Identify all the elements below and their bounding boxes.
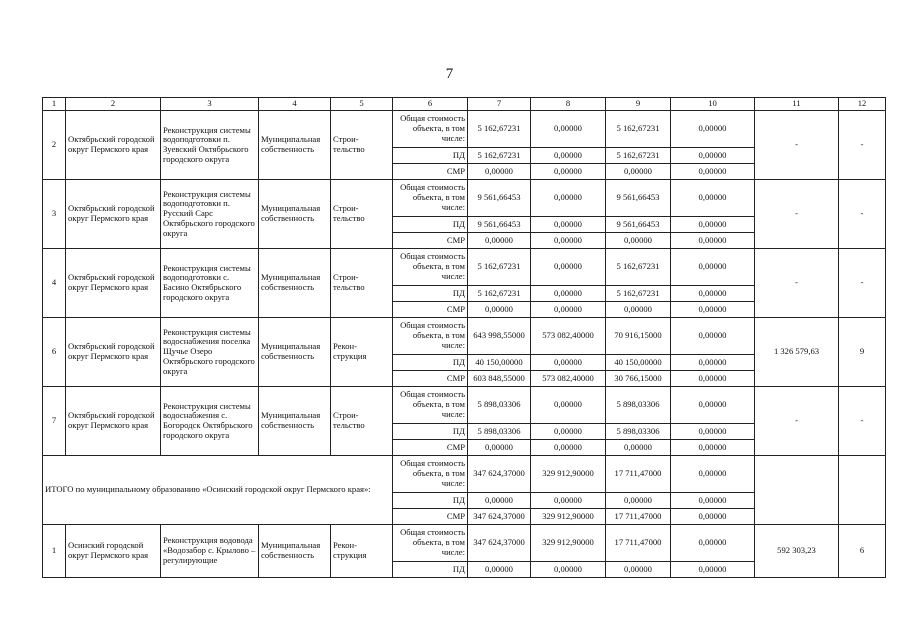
- value-col9: 30 766,15000: [606, 371, 671, 387]
- table-row: [43, 111, 886, 148]
- table-row: [43, 318, 886, 355]
- object-name-cell: Реконструкция системы водоподготовки с. Басино Октябрьского городского округа: [161, 249, 259, 318]
- cost-type-label: СМР: [393, 302, 468, 318]
- col11-cell: 592 303,23: [755, 525, 839, 578]
- header-cell: 6: [393, 98, 468, 111]
- value-col7: 347 624,37000: [468, 525, 531, 562]
- value-col8: 0,00000: [531, 111, 606, 148]
- ownership-cell: Муниципальная собственность: [259, 180, 331, 249]
- value-col8: 0,00000: [531, 164, 606, 180]
- work-type-cell: Рекон- струкция: [331, 525, 393, 578]
- value-col10: 0,00000: [671, 509, 755, 525]
- table-row: [43, 525, 886, 562]
- header-cell: 9: [606, 98, 671, 111]
- value-col8: 0,00000: [531, 217, 606, 233]
- value-col10: 0,00000: [671, 456, 755, 493]
- value-col9: 40 150,00000: [606, 355, 671, 371]
- cost-type-label: Общая стоимость объекта, в том числе:: [393, 456, 468, 493]
- value-col9: 70 916,15000: [606, 318, 671, 355]
- value-col10: 0,00000: [671, 217, 755, 233]
- value-col7: 0,00000: [468, 493, 531, 509]
- header-cell: 11: [755, 98, 839, 111]
- value-col7: 5 162,67231: [468, 249, 531, 286]
- cost-type-label: СМР: [393, 371, 468, 387]
- work-type-cell: Строи- тельство: [331, 249, 393, 318]
- value-col7: 0,00000: [468, 440, 531, 456]
- investment-table: [42, 97, 886, 578]
- ownership-cell: Муниципальная собственность: [259, 387, 331, 456]
- object-name-cell: Реконструкция системы водоподготовки п. Русский Сарс Октябрьского городского округа: [161, 180, 259, 249]
- header-row: [43, 98, 886, 111]
- value-col7: 5 162,67231: [468, 286, 531, 302]
- row-number: 3: [43, 180, 66, 249]
- row-number: 6: [43, 318, 66, 387]
- cost-type-label: Общая стоимость объекта, в том числе:: [393, 180, 468, 217]
- territory-cell: Октябрьский городской округ Пермского края: [66, 180, 161, 249]
- value-col8: 0,00000: [531, 249, 606, 286]
- col11-cell: -: [755, 249, 839, 318]
- col11-cell: 1 326 579,63: [755, 318, 839, 387]
- value-col7: 347 624,37000: [468, 509, 531, 525]
- value-col7: 0,00000: [468, 164, 531, 180]
- value-col7: 0,00000: [468, 562, 531, 578]
- value-col9: 9 561,66453: [606, 180, 671, 217]
- col12-cell: -: [839, 387, 886, 456]
- row-number: 7: [43, 387, 66, 456]
- value-col7: 40 150,00000: [468, 355, 531, 371]
- value-col8: 0,00000: [531, 440, 606, 456]
- value-col7: 643 998,55000: [468, 318, 531, 355]
- cost-type-label: Общая стоимость объекта, в том числе:: [393, 525, 468, 562]
- ownership-cell: Муниципальная собственность: [259, 318, 331, 387]
- cost-type-label: СМР: [393, 233, 468, 249]
- col11-cell: -: [755, 180, 839, 249]
- value-col7: 5 898,03306: [468, 424, 531, 440]
- cost-type-label: СМР: [393, 440, 468, 456]
- col11-cell: -: [755, 387, 839, 456]
- ownership-cell: Муниципальная собственность: [259, 249, 331, 318]
- cost-type-label: СМР: [393, 509, 468, 525]
- value-col8: 0,00000: [531, 302, 606, 318]
- value-col10: 0,00000: [671, 249, 755, 286]
- value-col9: 17 711,47000: [606, 509, 671, 525]
- col12-cell: -: [839, 249, 886, 318]
- value-col7: 347 624,37000: [468, 456, 531, 493]
- value-col7: 603 848,55000: [468, 371, 531, 387]
- value-col9: 0,00000: [606, 302, 671, 318]
- value-col9: 5 162,67231: [606, 286, 671, 302]
- table-row: [43, 180, 886, 217]
- ownership-cell: Муниципальная собственность: [259, 525, 331, 578]
- col11-cell: -: [755, 111, 839, 180]
- table-row: [43, 249, 886, 286]
- value-col9: 5 162,67231: [606, 111, 671, 148]
- cost-type-label: Общая стоимость объекта, в том числе:: [393, 318, 468, 355]
- value-col10: 0,00000: [671, 525, 755, 562]
- value-col9: 0,00000: [606, 493, 671, 509]
- value-col10: 0,00000: [671, 424, 755, 440]
- value-col8: 0,00000: [531, 387, 606, 424]
- value-col7: 9 561,66453: [468, 217, 531, 233]
- cost-type-label: ПД: [393, 148, 468, 164]
- value-col9: 0,00000: [606, 440, 671, 456]
- value-col10: 0,00000: [671, 562, 755, 578]
- cost-type-label: ПД: [393, 562, 468, 578]
- value-col9: 5 898,03306: [606, 387, 671, 424]
- value-col8: 0,00000: [531, 493, 606, 509]
- value-col8: 0,00000: [531, 233, 606, 249]
- object-name-cell: Реконструкция системы водоподготовки п. Зуевский Октябрьского городского округа: [161, 111, 259, 180]
- value-col7: 0,00000: [468, 302, 531, 318]
- territory-cell: Осинский городской округ Пермского края: [66, 525, 161, 578]
- cost-type-label: Общая стоимость объекта, в том числе:: [393, 249, 468, 286]
- col11-cell: [755, 456, 839, 525]
- value-col10: 0,00000: [671, 233, 755, 249]
- col12-cell: -: [839, 180, 886, 249]
- work-type-cell: Строи- тельство: [331, 111, 393, 180]
- value-col8: 0,00000: [531, 424, 606, 440]
- value-col9: 0,00000: [606, 233, 671, 249]
- value-col7: 5 162,67231: [468, 111, 531, 148]
- value-col9: 17 711,47000: [606, 525, 671, 562]
- territory-cell: Октябрьский городской округ Пермского края: [66, 318, 161, 387]
- territory-cell: Октябрьский городской округ Пермского края: [66, 387, 161, 456]
- table-row: [43, 387, 886, 424]
- ownership-cell: Муниципальная собственность: [259, 111, 331, 180]
- object-name-cell: Реконструкция системы водоснабжения поселка Щучье Озеро Октябрьского городского округа: [161, 318, 259, 387]
- value-col8: 0,00000: [531, 148, 606, 164]
- value-col10: 0,00000: [671, 387, 755, 424]
- header-cell: 2: [66, 98, 161, 111]
- territory-cell: Октябрьский городской округ Пермского края: [66, 249, 161, 318]
- value-col7: 5 898,03306: [468, 387, 531, 424]
- header-cell: 8: [531, 98, 606, 111]
- value-col10: 0,00000: [671, 302, 755, 318]
- value-col8: 0,00000: [531, 180, 606, 217]
- value-col7: 5 162,67231: [468, 148, 531, 164]
- object-name-cell: Реконструкция системы водоснабжения с. Богородск Октябрьского городского округа: [161, 387, 259, 456]
- cost-type-label: ПД: [393, 217, 468, 233]
- header-cell: 10: [671, 98, 755, 111]
- cost-type-label: Общая стоимость объекта, в том числе:: [393, 111, 468, 148]
- value-col9: 0,00000: [606, 562, 671, 578]
- col12-cell: -: [839, 111, 886, 180]
- value-col7: 0,00000: [468, 233, 531, 249]
- value-col7: 9 561,66453: [468, 180, 531, 217]
- value-col10: 0,00000: [671, 318, 755, 355]
- value-col8: 0,00000: [531, 562, 606, 578]
- value-col9: 5 898,03306: [606, 424, 671, 440]
- value-col8: 573 082,40000: [531, 371, 606, 387]
- cost-type-label: ПД: [393, 493, 468, 509]
- work-type-cell: Строи- тельство: [331, 387, 393, 456]
- cost-type-label: ПД: [393, 424, 468, 440]
- header-cell: 4: [259, 98, 331, 111]
- total-label: ИТОГО по муниципальному образованию «Осинский городской округ Пермского края»:: [43, 456, 393, 525]
- value-col9: 9 561,66453: [606, 217, 671, 233]
- header-cell: 12: [839, 98, 886, 111]
- value-col10: 0,00000: [671, 286, 755, 302]
- value-col10: 0,00000: [671, 355, 755, 371]
- value-col8: 0,00000: [531, 355, 606, 371]
- object-name-cell: Реконструкция водовода «Водозабор с. Крылово – регулирующие: [161, 525, 259, 578]
- value-col9: 0,00000: [606, 164, 671, 180]
- value-col8: 329 912,90000: [531, 509, 606, 525]
- value-col8: 0,00000: [531, 286, 606, 302]
- value-col8: 573 082,40000: [531, 318, 606, 355]
- work-type-cell: Рекон- струкция: [331, 318, 393, 387]
- total-row: [43, 456, 886, 493]
- row-number: 4: [43, 249, 66, 318]
- value-col10: 0,00000: [671, 371, 755, 387]
- value-col9: 5 162,67231: [606, 249, 671, 286]
- value-col10: 0,00000: [671, 493, 755, 509]
- row-number: 1: [43, 525, 66, 578]
- value-col10: 0,00000: [671, 440, 755, 456]
- cost-type-label: Общая стоимость объекта, в том числе:: [393, 387, 468, 424]
- value-col10: 0,00000: [671, 164, 755, 180]
- cost-type-label: СМР: [393, 164, 468, 180]
- territory-cell: Октябрьский городской округ Пермского края: [66, 111, 161, 180]
- header-cell: 3: [161, 98, 259, 111]
- col12-cell: [839, 456, 886, 525]
- value-col10: 0,00000: [671, 148, 755, 164]
- header-cell: 5: [331, 98, 393, 111]
- row-number: 2: [43, 111, 66, 180]
- header-cell: 7: [468, 98, 531, 111]
- value-col9: 17 711,47000: [606, 456, 671, 493]
- col12-cell: 9: [839, 318, 886, 387]
- value-col8: 329 912,90000: [531, 525, 606, 562]
- work-type-cell: Строи- тельство: [331, 180, 393, 249]
- cost-type-label: ПД: [393, 286, 468, 302]
- value-col10: 0,00000: [671, 180, 755, 217]
- page-number: 7: [445, 66, 454, 82]
- value-col9: 5 162,67231: [606, 148, 671, 164]
- value-col8: 329 912,90000: [531, 456, 606, 493]
- col12-cell: 6: [839, 525, 886, 578]
- cost-type-label: ПД: [393, 355, 468, 371]
- value-col10: 0,00000: [671, 111, 755, 148]
- header-cell: 1: [43, 98, 66, 111]
